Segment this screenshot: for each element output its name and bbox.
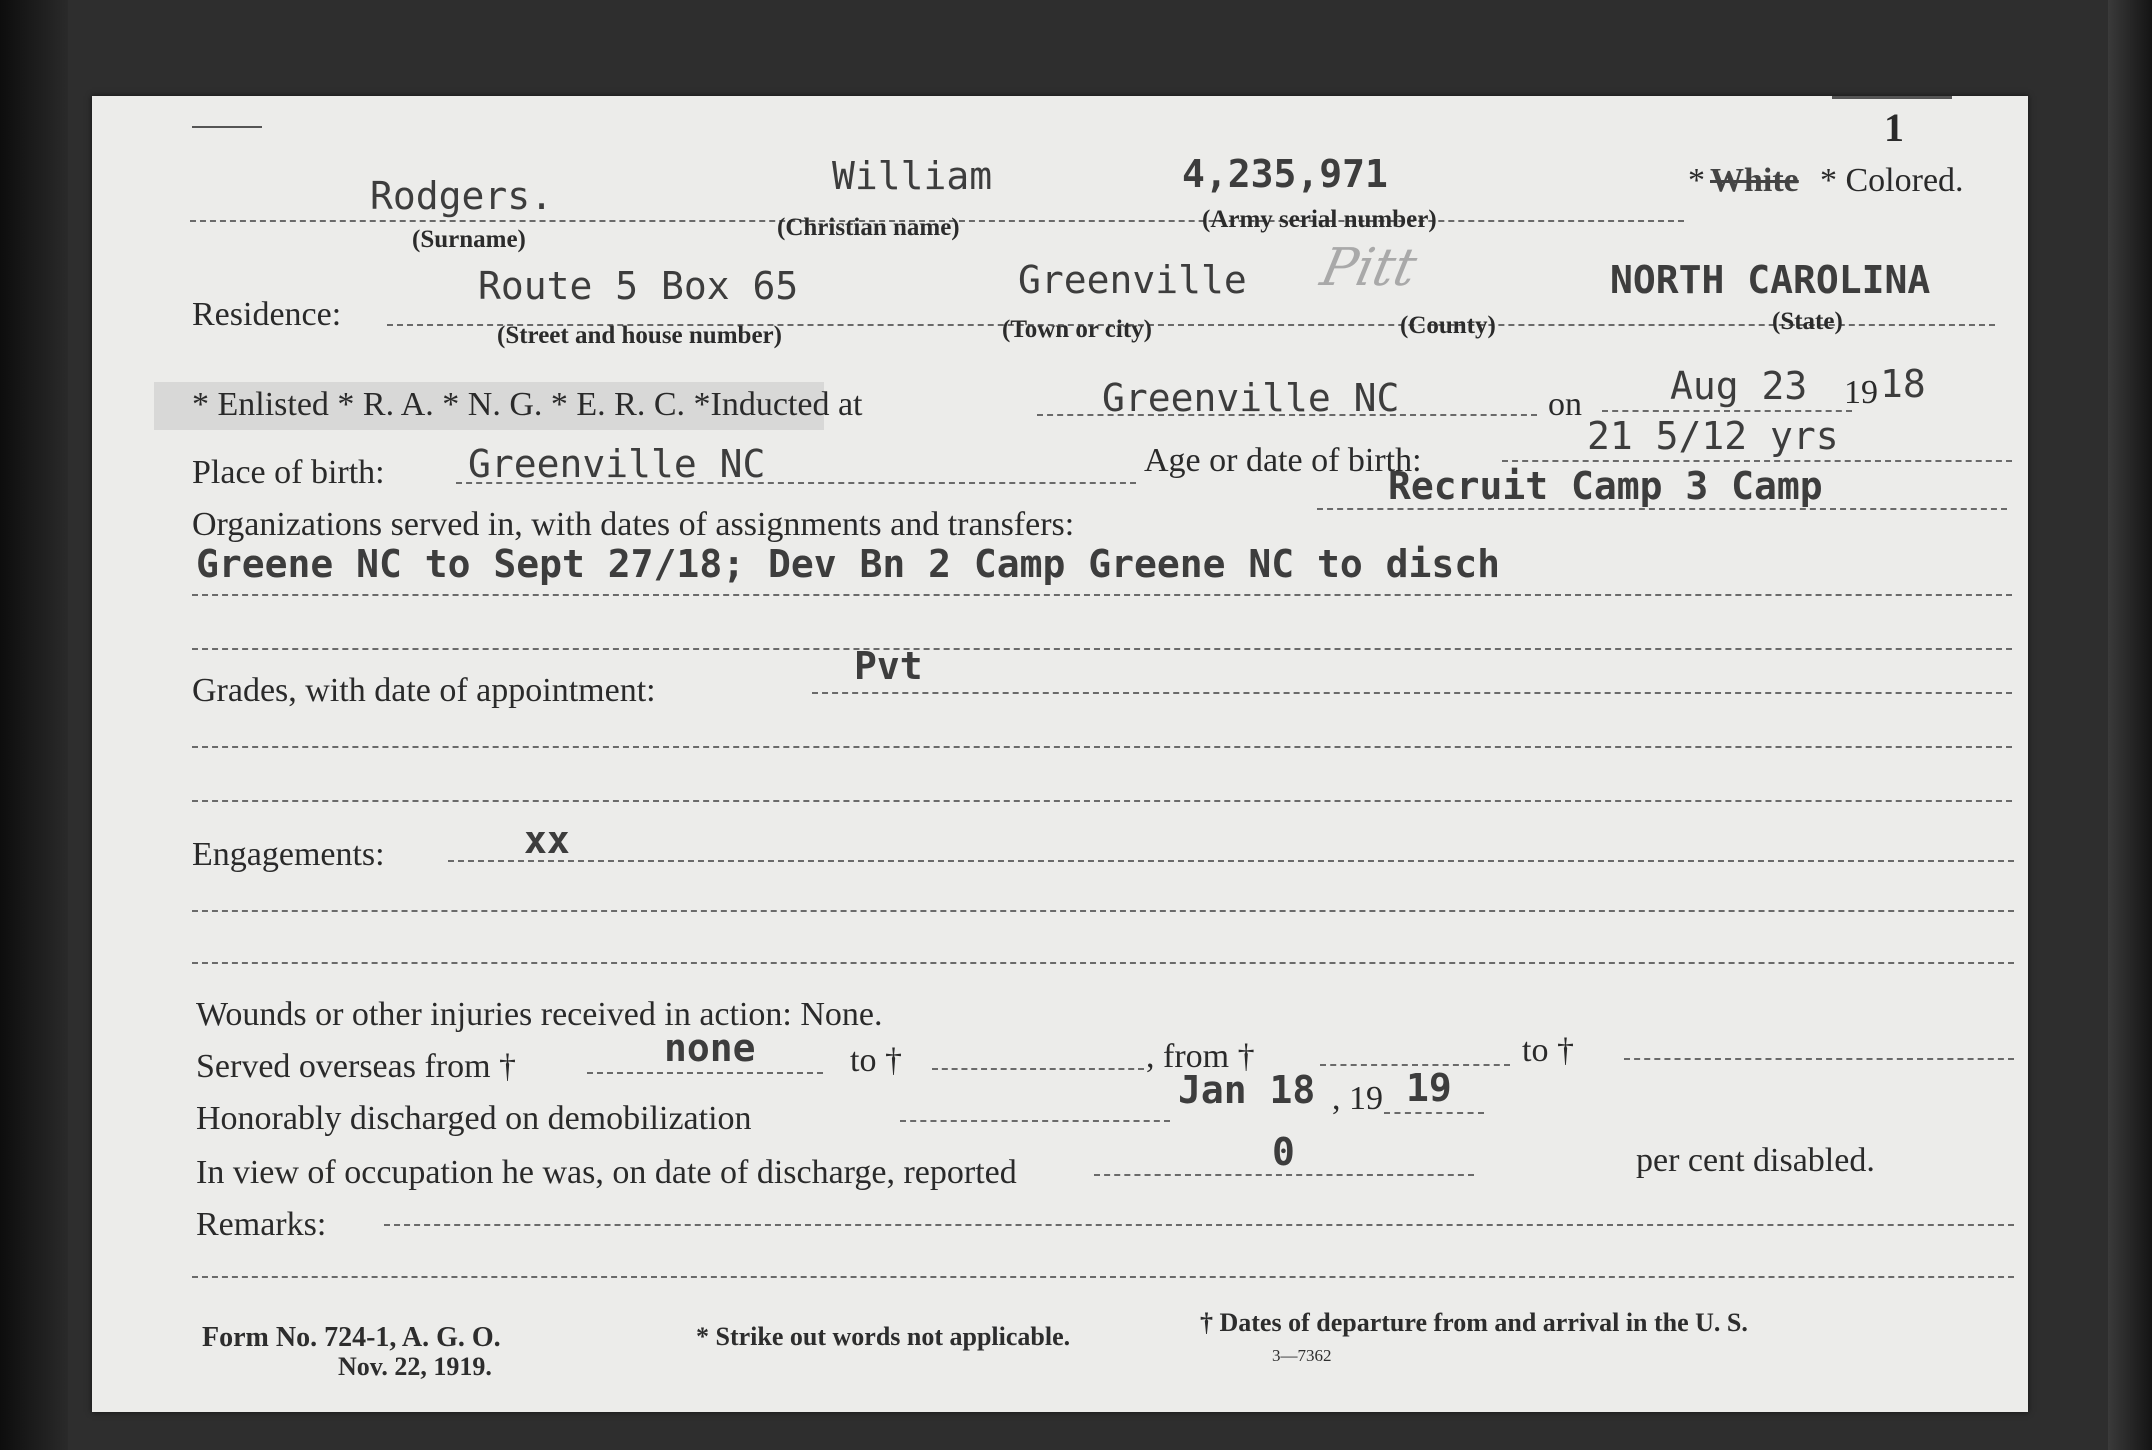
grades-value: Pvt: [854, 644, 923, 688]
surname-value: Rodgers.: [370, 174, 554, 218]
engagements-line2-rule: [192, 910, 2014, 912]
overseas-from-rule: [587, 1072, 823, 1074]
overseas-to2-label: to †: [1522, 1032, 1574, 1069]
serial-number-label: (Army serial number): [1202, 206, 1437, 233]
grades-line3-rule: [192, 800, 2012, 802]
scan-left-border: [0, 0, 68, 1450]
county-label: (County): [1400, 312, 1496, 339]
surname-label: (Surname): [412, 226, 526, 253]
discharge-date-rule: [900, 1120, 1170, 1122]
scan-right-border: [2108, 0, 2152, 1450]
print-code: 3—7362: [1272, 1346, 1332, 1365]
discharge-date-value: Jan 18: [1178, 1068, 1316, 1112]
street-label: (Street and house number): [497, 322, 782, 349]
remarks-line1-rule: [384, 1224, 2014, 1226]
race-star: *: [1688, 162, 1705, 199]
christian-name-value: William: [832, 154, 993, 198]
engagements-label: Engagements:: [192, 836, 385, 873]
engagements-value: xx: [524, 818, 570, 862]
race-colored: * Colored.: [1820, 162, 1964, 199]
overseas-from2-label: , from †: [1146, 1038, 1255, 1075]
place-of-birth-value: Greenville NC: [468, 442, 766, 486]
age-label: Age or date of birth:: [1144, 442, 1422, 479]
remarks-label: Remarks:: [196, 1206, 327, 1243]
induction-date-line: [1602, 410, 1852, 412]
overseas-to2-rule: [1624, 1058, 2014, 1060]
organizations-line1-rule: [1317, 508, 2007, 510]
overseas-from-value: none: [664, 1026, 756, 1070]
organizations-line3-rule: [192, 648, 2012, 650]
served-overseas-label: Served overseas from †: [196, 1048, 517, 1085]
organizations-line1-value: Recruit Camp 3 Camp: [1388, 464, 1823, 508]
grades-line1-rule: [812, 692, 2012, 694]
form-date: Nov. 22, 1919.: [338, 1352, 492, 1381]
card-number: 1: [1884, 105, 1904, 150]
state-value: NORTH CAROLINA: [1610, 258, 1931, 302]
disability-value: 0: [1272, 1130, 1295, 1174]
organizations-line2-rule: [192, 594, 2012, 596]
organizations-line2-value: Greene NC to Sept 27/18; Dev Bn 2 Camp Greene NC to disch: [196, 542, 1501, 586]
dagger-note: † Dates of departure from and arrival in the U. S.: [1200, 1308, 1748, 1337]
street-value: Route 5 Box 65: [478, 264, 799, 308]
race-white-struck: White: [1710, 162, 1799, 199]
disability-label: In view of occupation he was, on date of discharge, reported: [196, 1154, 1017, 1191]
induction-year-value: 18: [1880, 362, 1926, 406]
town-label: (Town or city): [1002, 316, 1152, 343]
county-handwritten-value: Pitt: [1315, 238, 1422, 298]
state-label: (State): [1772, 308, 1843, 335]
organizations-label: Organizations served in, with dates of assignments and transfers:: [192, 506, 1075, 543]
engagements-line1-rule: [448, 860, 2014, 862]
discharge-year-prefix: , 19: [1332, 1080, 1383, 1117]
discharge-label: Honorably discharged on demobilization: [196, 1100, 752, 1137]
overseas-to-label: to †: [850, 1042, 902, 1079]
induction-date-value: Aug 23: [1670, 364, 1808, 408]
grades-line2-rule: [192, 746, 2012, 748]
place-of-birth-line: [456, 482, 1136, 484]
inducted-place-value: Greenville NC: [1102, 376, 1400, 420]
serial-number-value: 4,235,971: [1182, 152, 1388, 196]
strike-note: * Strike out words not applicable.: [696, 1322, 1071, 1351]
disability-rule: [1094, 1174, 1474, 1176]
on-label: on: [1548, 386, 1582, 423]
enlistment-options-label: * Enlisted * R. A. * N. G. * E. R. C. *Inducted at: [192, 386, 863, 423]
remarks-line2-rule: [192, 1276, 2014, 1278]
town-value: Greenville: [1018, 258, 1247, 302]
top-right-rule: [1832, 96, 1952, 99]
grades-label: Grades, with date of appointment:: [192, 672, 656, 709]
inducted-place-line: [1037, 414, 1537, 416]
top-rule: [192, 126, 262, 128]
overseas-to-rule: [932, 1068, 1144, 1070]
age-line: [1502, 460, 2012, 462]
age-value: 21 5/12 yrs: [1587, 414, 1839, 458]
form-number: Form No. 724-1, A. G. O.: [202, 1322, 501, 1353]
christian-name-label: (Christian name): [777, 214, 960, 241]
wounds-label: Wounds or other injuries received in action: None.: [196, 996, 883, 1033]
induction-year-prefix: 19: [1844, 374, 1878, 411]
engagements-line3-rule: [192, 962, 2014, 964]
service-record-card: [92, 96, 2028, 1412]
residence-label: Residence:: [192, 296, 342, 333]
place-of-birth-label: Place of birth:: [192, 454, 385, 491]
discharge-year-value: 19: [1406, 1066, 1452, 1110]
disability-suffix: per cent disabled.: [1636, 1142, 1875, 1179]
discharge-year-rule: [1384, 1112, 1484, 1114]
